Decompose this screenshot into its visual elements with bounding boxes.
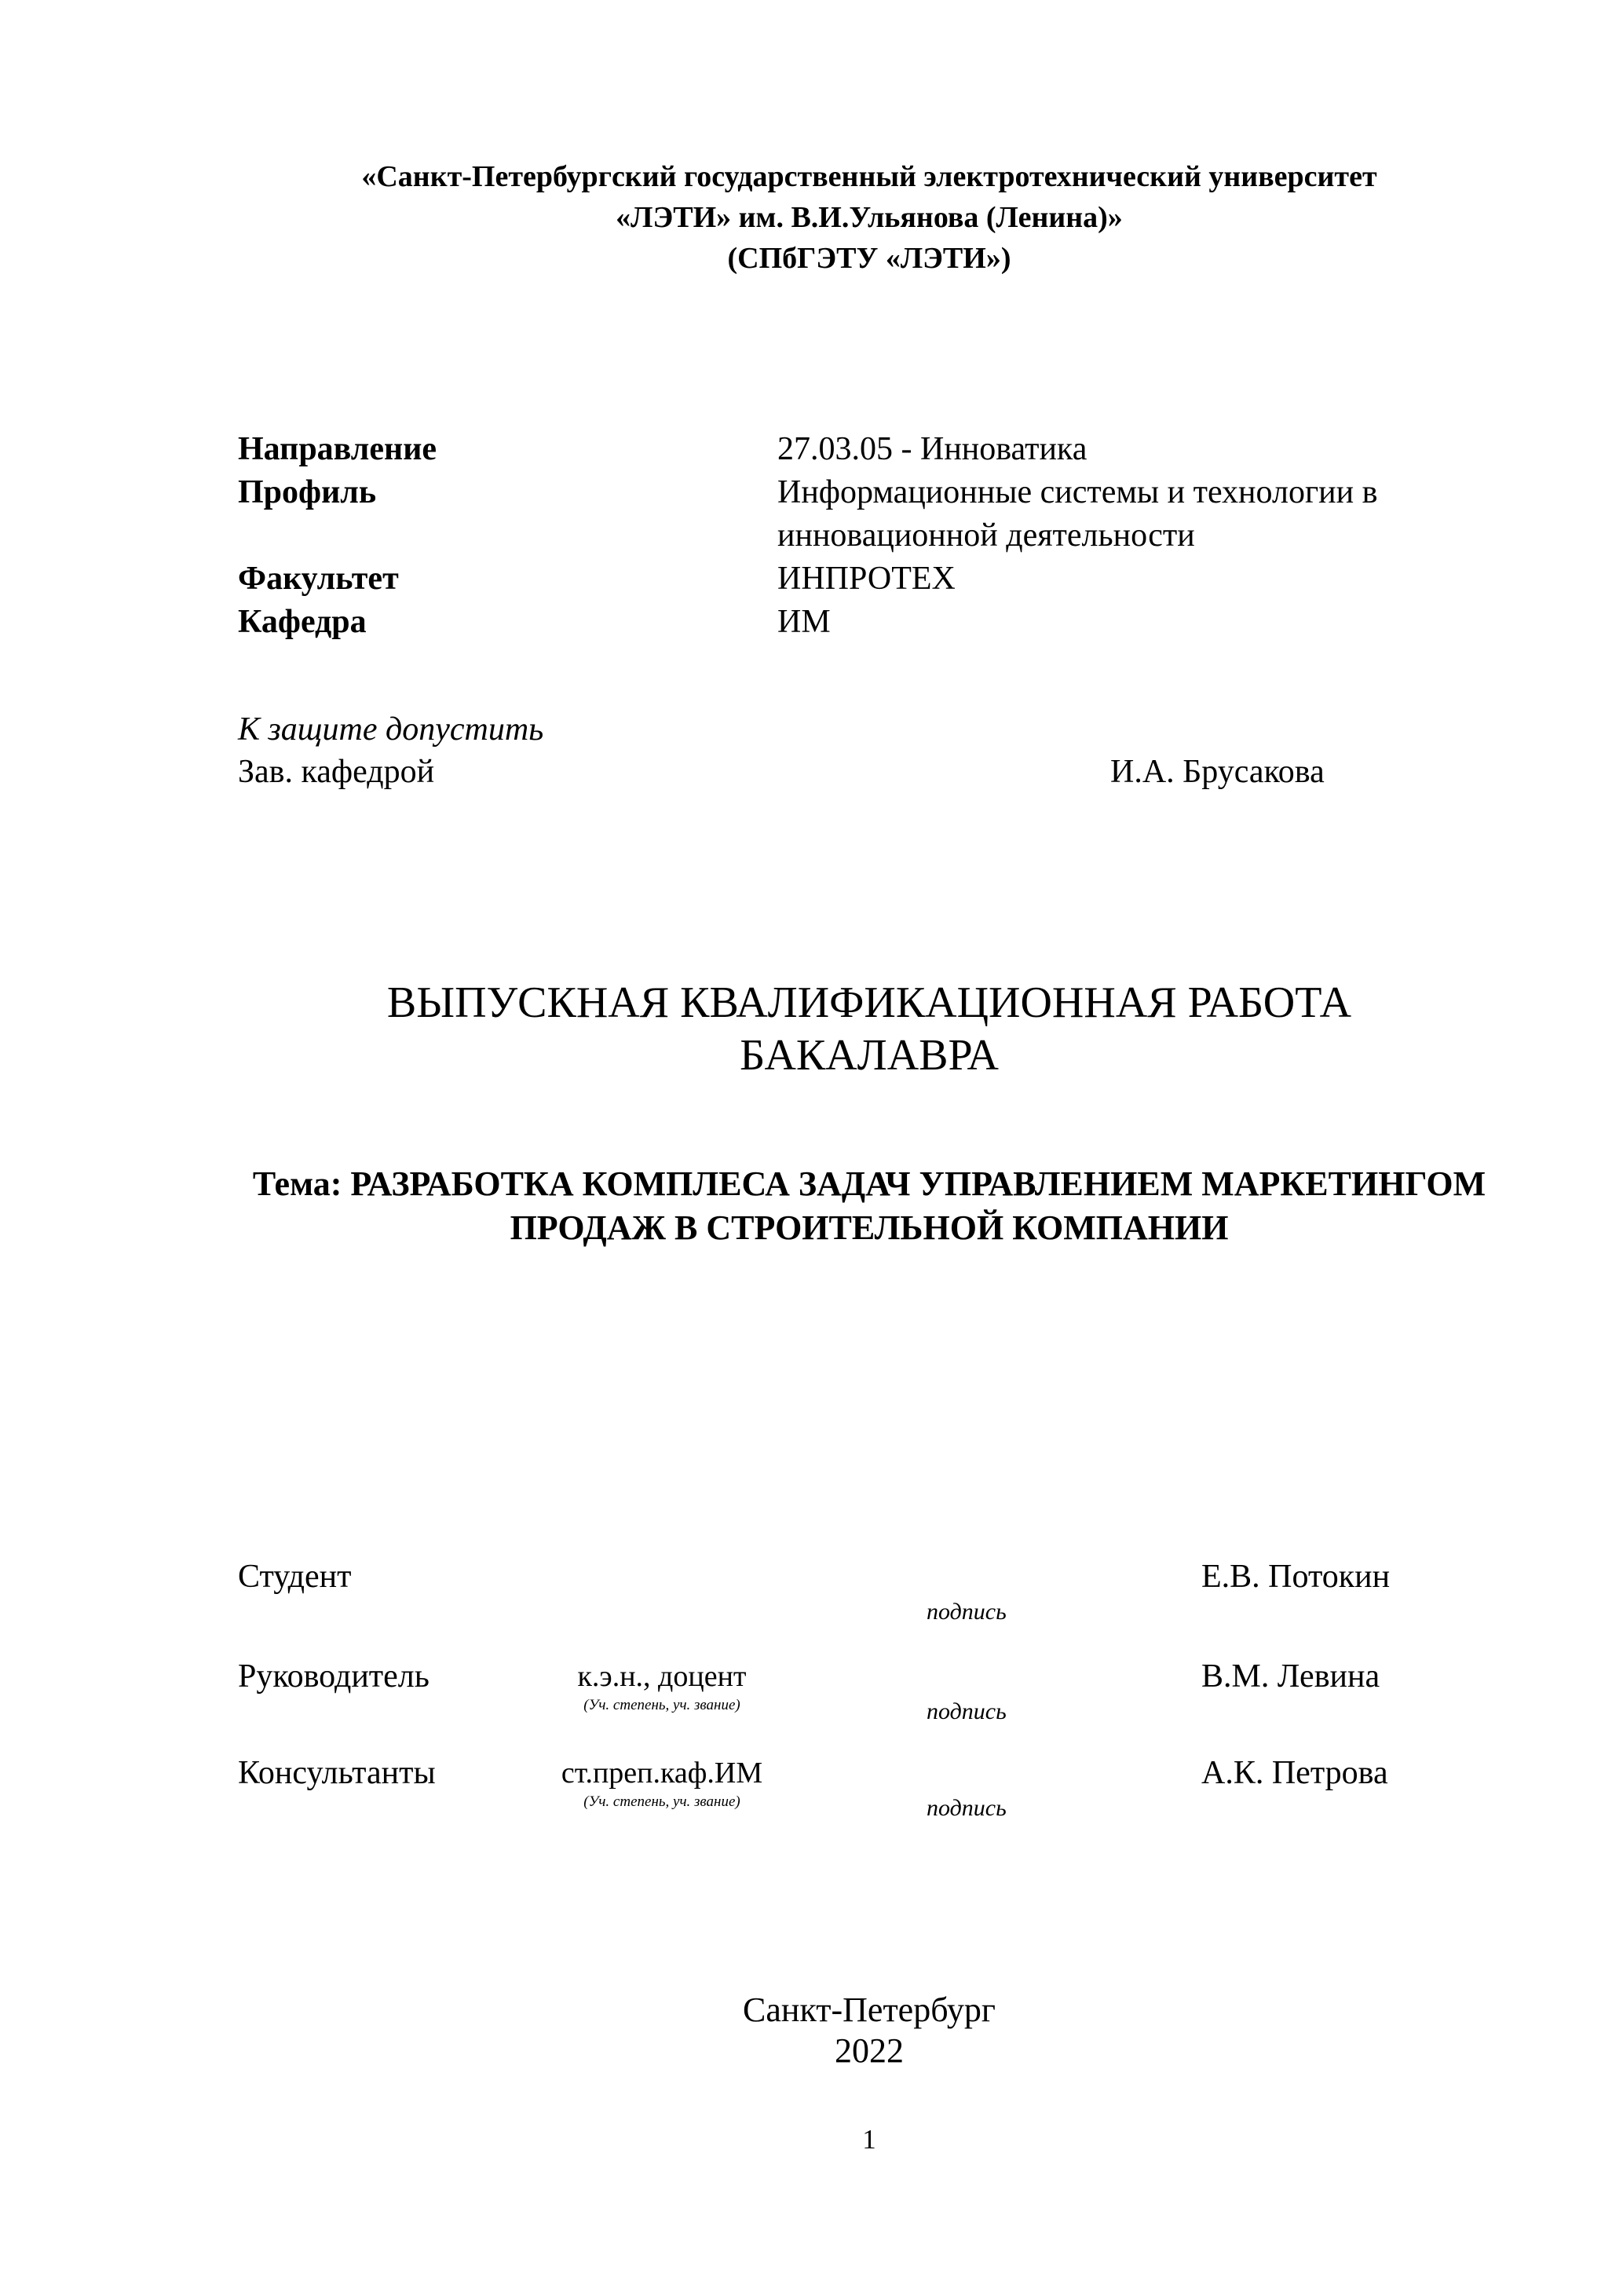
department-label: Кафедра	[238, 604, 367, 640]
faculty-value: ИНПРОТЕХ	[777, 561, 956, 597]
admission-block	[238, 708, 1526, 793]
admission-note: К защите допустить	[238, 711, 544, 748]
profile-value: Информационные системы и технологии в инновационной деятельности	[777, 474, 1378, 554]
program-row-faculty	[238, 558, 1526, 601]
signatures-block	[238, 1556, 1526, 1862]
footer-block	[232, 1990, 1507, 2071]
consultants-degree: ст.преп.каф.ИМ	[561, 1757, 763, 1790]
supervisor-degree-note: (Уч. степень, уч. звание)	[583, 1697, 740, 1713]
faculty-label: Факультет	[238, 561, 399, 597]
work-title-line-2: БАКАЛАВРА	[740, 1031, 999, 1080]
university-name-line-2: «ЛЭТИ» им. В.И.Ульянова (Ленина)»	[616, 201, 1123, 234]
head-of-department-row	[238, 751, 1526, 793]
profile-label: Профиль	[238, 474, 377, 510]
work-title-line-1: ВЫПУСКНАЯ КВАЛИФИКАЦИОННАЯ РАБОТА	[386, 978, 1352, 1027]
student-signature-caption: подпись	[927, 1599, 1007, 1625]
university-header	[232, 156, 1507, 279]
work-title	[232, 977, 1507, 1082]
direction-value: 27.03.05 - Инноватика	[777, 431, 1087, 467]
department-value: ИМ	[777, 604, 831, 640]
consultants-name: А.К. Петрова	[1201, 1755, 1388, 1791]
page-number: 1	[862, 2124, 876, 2155]
student-name: Е.В. Потокин	[1201, 1559, 1391, 1595]
consultants-degree-note: (Уч. степень, уч. звание)	[583, 1793, 740, 1810]
thesis-theme: Тема: РАЗРАБОТКА КОМПЛЕСА ЗАДАЧ УПРАВЛЕНИЕМ МАРКЕТИНГОМ ПРОДАЖ В СТРОИТЕЛЬНОЙ КОМПАНИИ	[252, 1164, 1486, 1247]
footer-year: 2022	[835, 2031, 904, 2070]
program-row-profile	[238, 471, 1526, 558]
signature-row-student	[238, 1556, 1526, 1654]
program-row-department	[238, 601, 1526, 644]
consultants-signature-caption: подпись	[927, 1795, 1007, 1821]
head-of-department-name: И.А. Брусакова	[1110, 754, 1325, 790]
supervisor-name: В.М. Левина	[1201, 1658, 1380, 1695]
signature-row-supervisor	[238, 1655, 1526, 1753]
program-info-block	[238, 428, 1526, 644]
program-row-direction	[238, 428, 1526, 471]
supervisor-degree-wrap	[544, 1655, 780, 1714]
head-of-department-label: Зав. кафедрой	[238, 754, 435, 790]
consultants-degree-wrap	[544, 1752, 780, 1811]
direction-label: Направление	[238, 431, 437, 467]
supervisor-degree: к.э.н., доцент	[577, 1660, 747, 1693]
university-name-line-1: «Санкт-Петербургский государственный электротехнический университет	[361, 160, 1377, 193]
university-abbreviation: (СПбГЭТУ «ЛЭТИ»)	[727, 242, 1011, 275]
footer-city: Санкт-Петербург	[743, 1991, 996, 2029]
supervisor-role-label: Руководитель	[238, 1658, 430, 1695]
signature-row-consultants	[238, 1752, 1526, 1850]
student-role-label: Студент	[238, 1559, 352, 1595]
consultants-role-label: Консультанты	[238, 1755, 436, 1791]
supervisor-signature-caption: подпись	[927, 1698, 1007, 1724]
